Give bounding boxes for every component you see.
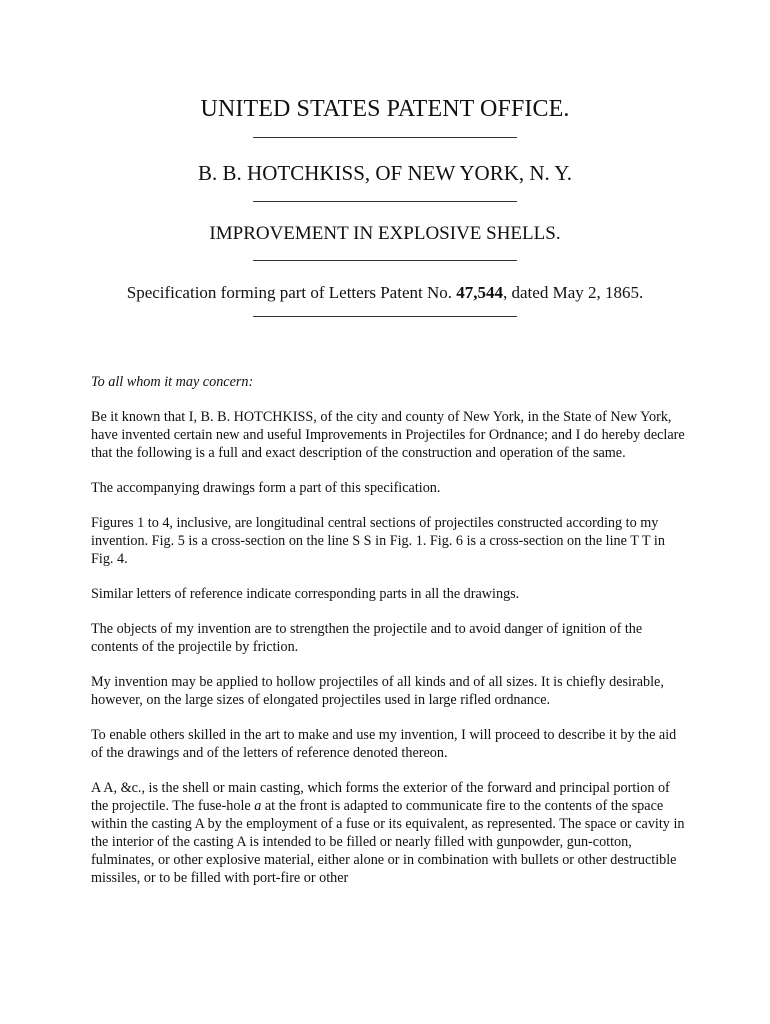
spec-suffix: , dated May 2, 1865.: [503, 283, 644, 302]
divider-rule: [253, 201, 517, 202]
inventor-heading: B. B. HOTCHKISS, OF NEW YORK, N. Y.: [198, 161, 572, 185]
salutation: To all whom it may concern:: [91, 374, 254, 390]
paragraph-objects: The objects of my invention are to strengthen the projectile and to avoid danger of ignition of the contents of the projectile by friction.: [91, 621, 643, 655]
shell-text-part-2: at the front is adapted to communicate fire to the contents of the space within the casting A by the employment of a fuse or its equivalent, as represented. The space or cavity in the interior of the casting A is intended to be filled or nearly filled with gunpowder, gun-cotton, fulminates, or other explosive material, either alone or in combination with bullets or other destructible missiles, or to be filled with port-fire or other: [91, 798, 685, 886]
paragraph-drawings: The accompanying drawings form a part of this specification.: [91, 480, 441, 496]
patent-number: 47,544: [456, 283, 504, 302]
shell-text-part-1: A A, &c., is the shell or main casting, which forms the exterior of the forward and principal portion of the projectile. The fuse-hole: [91, 780, 670, 814]
paragraph-enable: To enable others skilled in the art to make and use my invention, I will proceed to describe it by the aid of the drawings and of the letters of reference denoted thereon.: [91, 727, 677, 761]
paragraph-reference-letters: Similar letters of reference indicate corresponding parts in all the drawings.: [91, 586, 520, 602]
paragraph-application: My invention may be applied to hollow projectiles of all kinds and of all sizes. It is chiefly desirable, however, on the large sizes of elongated projectiles used in large rifled ordnance.: [91, 674, 664, 708]
divider-rule: [253, 316, 517, 317]
paragraph-shell-description: [91, 779, 687, 887]
paragraph-figures: Figures 1 to 4, inclusive, are longitudinal central sections of projectiles constructed according to my invention. Fig. 5 is a cross-section on the line S S in Fig. 1. Fig. 6 is a cross-section on the line T T in Fig. 4.: [91, 515, 665, 567]
specification-line: [0, 282, 770, 304]
office-heading: UNITED STATES PATENT OFFICE.: [200, 96, 570, 122]
fuse-hole-letter: a: [254, 798, 262, 814]
divider-rule: [253, 137, 517, 138]
invention-title: IMPROVEMENT IN EXPLOSIVE SHELLS.: [209, 223, 561, 244]
divider-rule: [253, 260, 517, 261]
paragraph-declaration: Be it known that I, B. B. HOTCHKISS, of the city and county of New York, in the State of New York, have invented certain new and useful Improvements in Projectiles for Ordnance; and I do hereby declare that the following is a full and exact description of the construction and operation of the same.: [91, 409, 685, 461]
specification-body: [91, 373, 687, 904]
spec-prefix: Specification forming part of Letters Patent No.: [126, 283, 457, 302]
